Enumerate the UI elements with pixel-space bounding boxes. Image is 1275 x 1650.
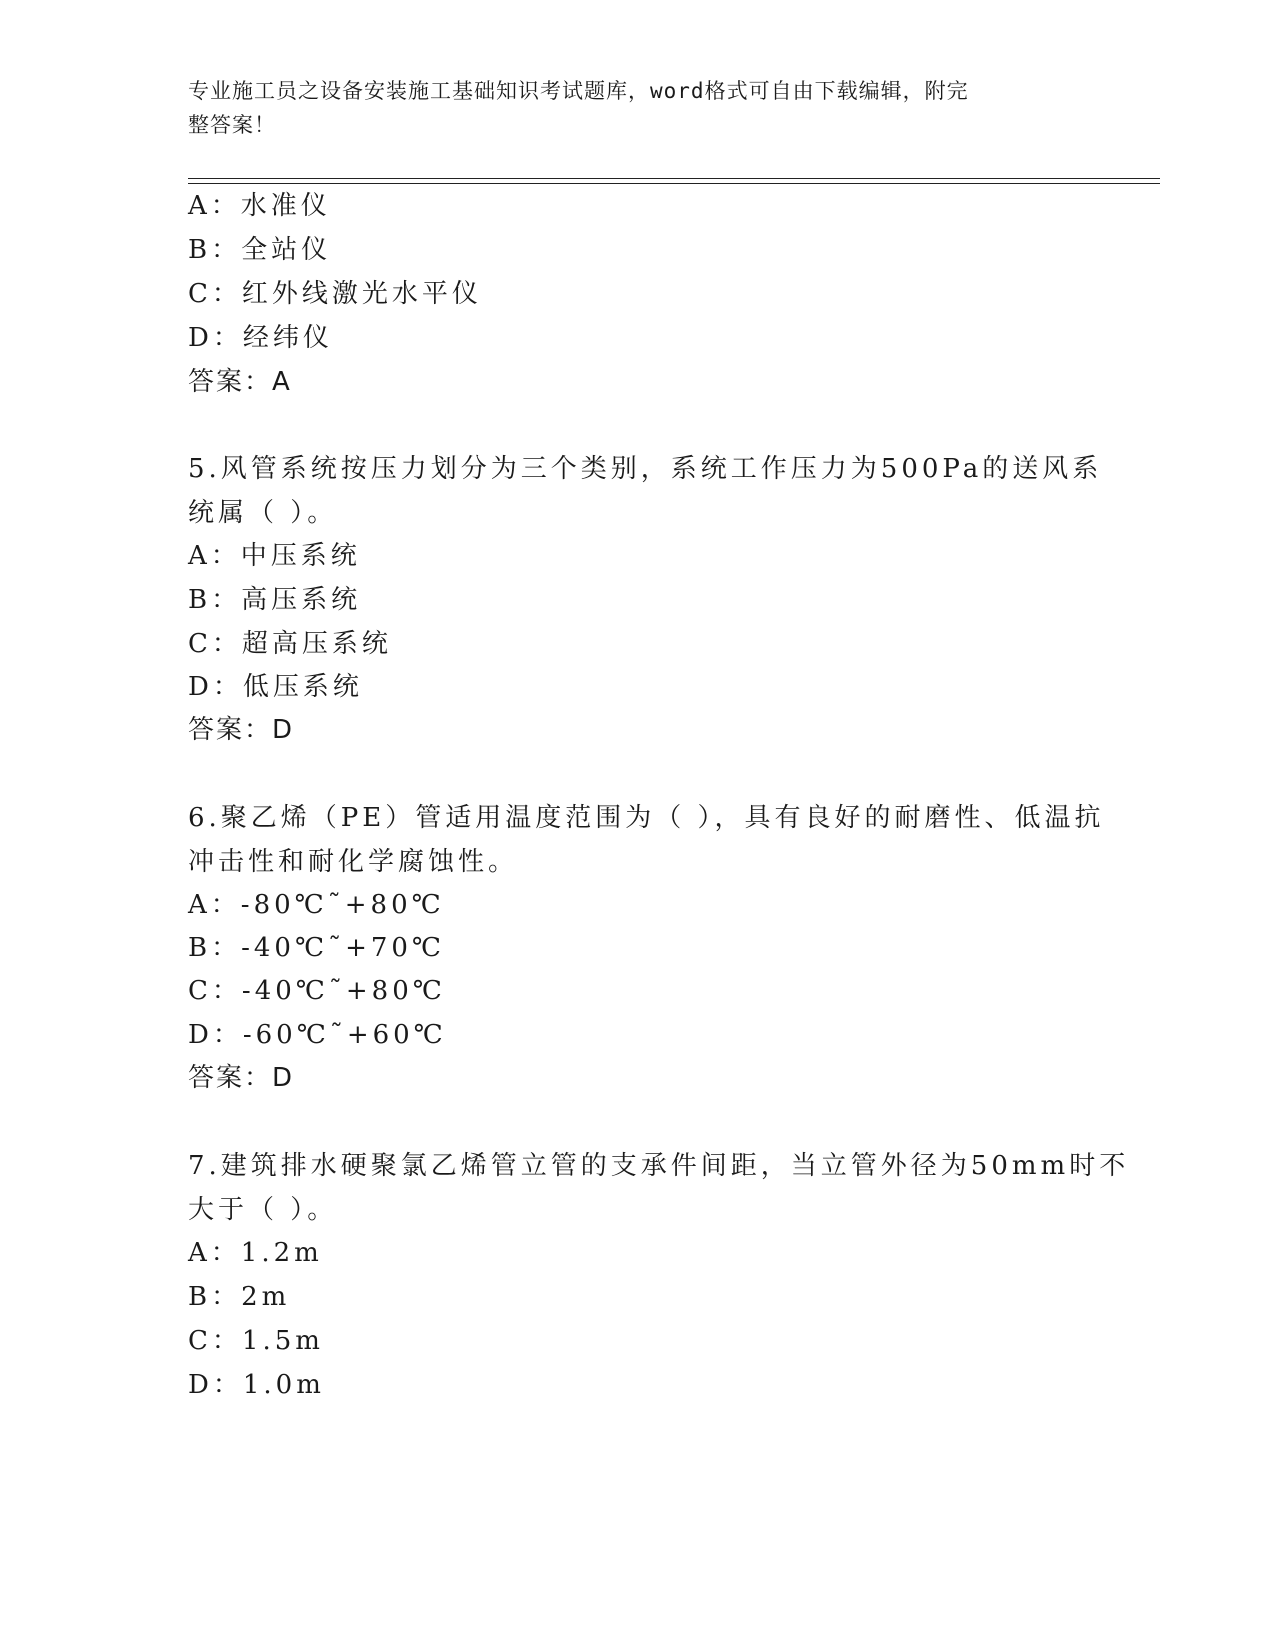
option-text: 红外线激光水平仪 bbox=[241, 279, 482, 309]
option-key: B： bbox=[188, 1282, 242, 1312]
q5-stem-line-1: 5.风管系统按压力划分为三个类别，系统工作压力为500Pa的送风系 bbox=[188, 454, 1103, 484]
q6-answer: 答案：D bbox=[188, 1063, 295, 1093]
option-key: C： bbox=[188, 976, 242, 1006]
q7-option-d bbox=[188, 1369, 325, 1401]
q4-option-a bbox=[188, 190, 331, 222]
option-text: 高压系统 bbox=[241, 585, 362, 615]
header-divider-top bbox=[188, 178, 1160, 179]
option-key: C： bbox=[188, 629, 242, 659]
option-key: D： bbox=[188, 1370, 243, 1400]
q6-option-c bbox=[188, 975, 446, 1007]
option-text: -80℃˜+80℃ bbox=[240, 890, 445, 920]
option-key: A： bbox=[188, 541, 241, 571]
header-divider-bottom bbox=[188, 183, 1160, 184]
option-text: -40℃˜+70℃ bbox=[241, 933, 446, 963]
option-key: B： bbox=[188, 235, 242, 265]
q5-stem-line-2: 统属（ ）。 bbox=[188, 498, 338, 528]
q4-option-c bbox=[188, 278, 482, 310]
q7-stem-line-2: 大于（ ）。 bbox=[188, 1195, 338, 1225]
option-key: A： bbox=[188, 1238, 241, 1268]
option-key: B： bbox=[188, 933, 242, 963]
option-key: A： bbox=[188, 890, 241, 920]
option-text: 经纬仪 bbox=[242, 323, 333, 353]
q6-stem-line-1: 6.聚乙烯（PE）管适用温度范围为（ ），具有良好的耐磨性、低温抗 bbox=[188, 803, 1105, 833]
option-key: D： bbox=[188, 672, 243, 702]
option-text: -60℃˜+60℃ bbox=[242, 1020, 447, 1050]
option-text: 超高压系统 bbox=[241, 629, 392, 659]
q4-answer: 答案：A bbox=[188, 367, 292, 397]
option-text: 1.0m bbox=[242, 1370, 325, 1400]
option-text: 1.5m bbox=[241, 1326, 324, 1356]
option-key: D： bbox=[188, 323, 243, 353]
q7-option-c bbox=[188, 1325, 324, 1357]
q5-option-d bbox=[188, 671, 363, 703]
header-line-2: 整答案！ bbox=[188, 113, 276, 137]
option-key: C： bbox=[188, 1326, 242, 1356]
option-text: 中压系统 bbox=[240, 541, 361, 571]
q5-option-a bbox=[188, 540, 361, 572]
q7-stem-line-1: 7.建筑排水硬聚氯乙烯管立管的支承件间距，当立管外径为50mm时不 bbox=[188, 1151, 1130, 1181]
option-text: 水准仪 bbox=[240, 191, 331, 221]
q7-option-a bbox=[188, 1237, 323, 1269]
option-key: D： bbox=[188, 1020, 243, 1050]
option-text: 低压系统 bbox=[242, 672, 363, 702]
q4-option-b bbox=[188, 234, 331, 266]
q5-option-b bbox=[188, 584, 361, 616]
q6-stem-line-2: 冲击性和耐化学腐蚀性。 bbox=[188, 847, 519, 877]
q4-option-d bbox=[188, 322, 333, 354]
q7-option-b bbox=[188, 1281, 290, 1313]
q6-option-a bbox=[188, 889, 445, 921]
option-text: -40℃˜+80℃ bbox=[241, 976, 446, 1006]
q5-option-c bbox=[188, 628, 392, 660]
header-line-1: 专业施工员之设备安装施工基础知识考试题库，word格式可自由下载编辑，附完 bbox=[188, 79, 969, 103]
option-text: 1.2m bbox=[240, 1238, 323, 1268]
q6-option-d bbox=[188, 1019, 447, 1051]
document-header bbox=[188, 74, 1088, 142]
q6-option-b bbox=[188, 932, 445, 964]
option-text: 2m bbox=[241, 1282, 291, 1312]
option-key: C： bbox=[188, 279, 242, 309]
option-key: A： bbox=[188, 191, 241, 221]
q5-answer: 答案：D bbox=[188, 715, 295, 745]
option-text: 全站仪 bbox=[241, 235, 332, 265]
option-key: B： bbox=[188, 585, 242, 615]
